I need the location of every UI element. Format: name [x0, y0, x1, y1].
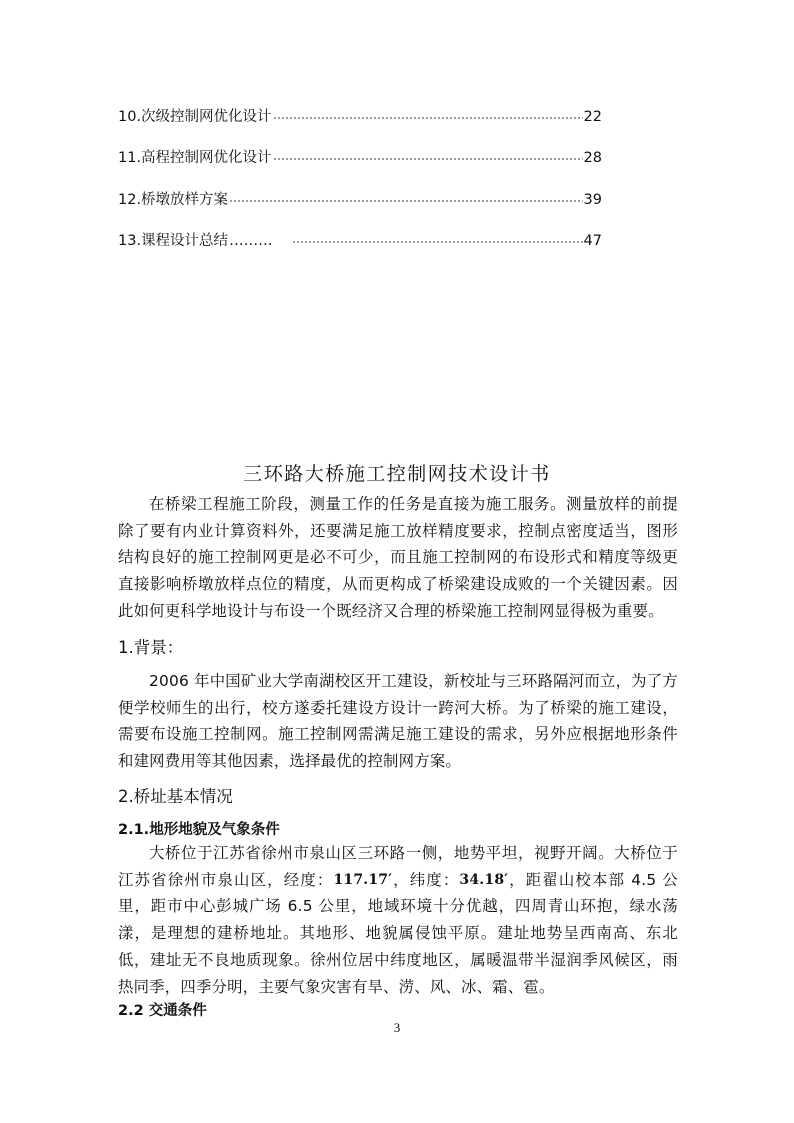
intro-paragraph: 在桥梁工程施工阶段，测量工作的任务是直接为施工服务。测量放样的前提除了要有内业计算资料外，还要满足施工放样精度要求，控制点密度适当，图形结构良好的施工控制网更是必不可少，而且施工控制网的布设形式和精度等级更直接影响桥墩放样点位的精度，从而更构成了桥梁建设成败的一个关键因素。因此如何更科学地设计与布设一个既经济又合理的桥梁施工控制网显得极为重要。 — [118, 495, 678, 620]
toc-leader-dots — [273, 156, 583, 162]
terrain-text-b: ，纬度： — [392, 870, 460, 889]
section-heading-bridge-site: 2.桥址基本情况 — [118, 787, 233, 806]
toc-leader-dots — [292, 239, 583, 245]
longitude-value: 117.17′ — [333, 871, 393, 888]
page-number: 3 — [393, 1020, 401, 1035]
terrain-paragraph — [118, 840, 678, 1000]
section-heading-background: 1.背景： — [118, 638, 184, 657]
subsection-heading-traffic: 2.2 交通条件 — [118, 1003, 207, 1019]
terrain-text-a: 大桥位于江苏省徐州市泉山区三环路一侧，地势平坦，视野开阔。大桥位于江苏省徐州市泉山区，经度： — [118, 844, 678, 889]
toc-entry[interactable] — [118, 146, 602, 168]
toc-label: 12.桥墩放样方案 — [118, 192, 229, 208]
toc-page-number: 39 — [583, 192, 602, 208]
toc-label: 10.次级控制网优化设计 — [118, 109, 272, 125]
background-paragraph: 2006 年中国矿业大学南湖校区开工建设，新校址与三环路隔河而立，为了方便学校师生的出行，校方遂委托建设方设计一跨河大桥。为了桥梁的施工建设，需要布设施工控制网。施工控制网需满足施工建设的需求，另外应根据地形条件和建网费用等其他因素，选择最优的控制网方案。 — [118, 672, 678, 771]
toc-label: 13.课程设计总结 — [118, 233, 229, 249]
subsection-heading-terrain: 2.1.地形地貌及气象条件 — [118, 822, 280, 838]
document-title: 三环路大桥施工控制网技术设计书 — [243, 463, 551, 485]
toc-entry[interactable] — [118, 188, 602, 210]
toc-leader-dots — [273, 115, 583, 121]
toc-page-number: 22 — [583, 109, 602, 125]
toc-label: 11.高程控制网优化设计 — [118, 150, 272, 166]
terrain-text-c: ，距翟山校本部 4.5 公里，距市中心彭城广场 6.5 公里，地域环境十分优越，四周青山环抱，绿水荡漾，是理想的建桥地址。其地形、地貌属侵蚀平原。建址地势呈西南高、东北低，建址无不良地质现象。徐州位居中纬度地区，属暖温带半湿润季风候区，雨热同季，四季分明，主要气象灾害有旱、涝、风、冰、霜、雹。 — [118, 870, 678, 996]
latitude-value: 34.18′ — [459, 871, 509, 888]
toc-page-number: 47 — [583, 233, 602, 249]
toc-entry[interactable] — [118, 105, 602, 127]
toc-entry[interactable] — [118, 229, 602, 251]
toc-page-number: 28 — [583, 150, 602, 166]
toc-short-leader: ……… — [229, 233, 273, 249]
toc-leader-dots — [229, 198, 582, 204]
